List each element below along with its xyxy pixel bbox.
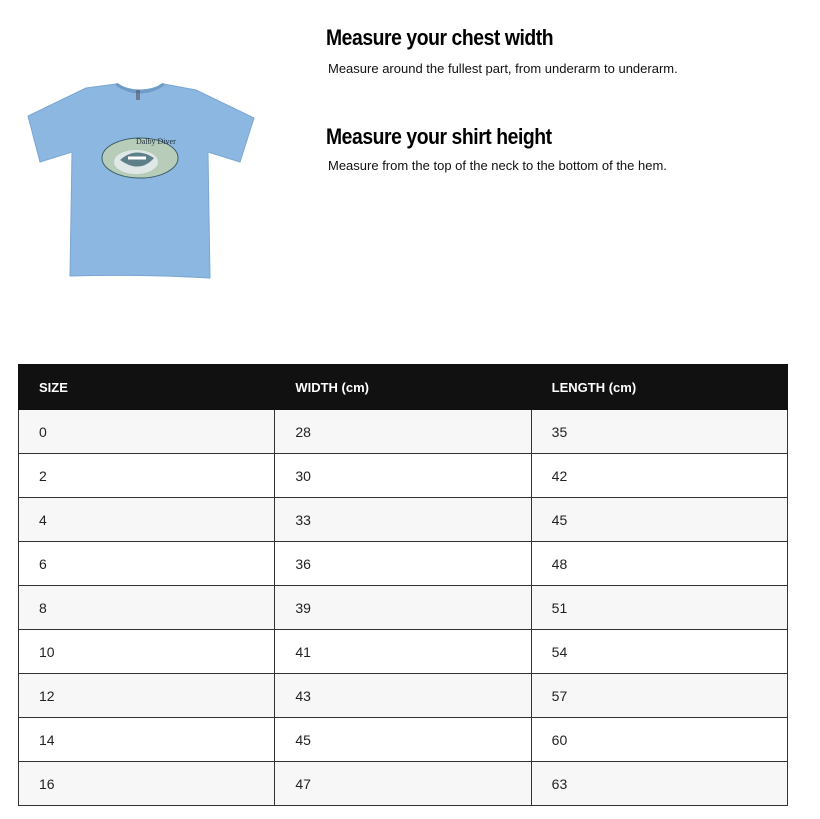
header-length: LENGTH (cm) bbox=[531, 365, 787, 410]
header-width: WIDTH (cm) bbox=[275, 365, 531, 410]
chest-width-guide bbox=[326, 25, 806, 76]
cell-width: 28 bbox=[275, 410, 531, 454]
cell-width: 33 bbox=[275, 498, 531, 542]
cell-length: 48 bbox=[531, 542, 787, 586]
cell-size: 10 bbox=[19, 630, 275, 674]
cell-width: 36 bbox=[275, 542, 531, 586]
cell-length: 60 bbox=[531, 718, 787, 762]
table-row bbox=[19, 674, 788, 718]
shirt-height-title: Measure your shirt height bbox=[326, 124, 552, 149]
table-row bbox=[19, 454, 788, 498]
table-row bbox=[19, 410, 788, 454]
shirt-print-text: Dalby Diver bbox=[136, 137, 176, 146]
shirt-height-text: Measure from the top of the neck to the bottom of the hem. bbox=[328, 158, 667, 173]
cell-width: 41 bbox=[275, 630, 531, 674]
cell-width: 30 bbox=[275, 454, 531, 498]
table-row bbox=[19, 630, 788, 674]
table-header-row bbox=[19, 365, 788, 410]
cell-size: 14 bbox=[19, 718, 275, 762]
cell-size: 2 bbox=[19, 454, 275, 498]
table-row bbox=[19, 762, 788, 806]
cell-width: 39 bbox=[275, 586, 531, 630]
shirt-height-guide bbox=[326, 124, 806, 173]
chest-width-text: Measure around the fullest part, from underarm to underarm. bbox=[328, 61, 678, 76]
table-row bbox=[19, 586, 788, 630]
cell-length: 35 bbox=[531, 410, 787, 454]
cell-length: 63 bbox=[531, 762, 787, 806]
product-image bbox=[24, 82, 256, 282]
header-size: SIZE bbox=[19, 365, 275, 410]
cell-size: 0 bbox=[19, 410, 275, 454]
cell-width: 45 bbox=[275, 718, 531, 762]
cell-width: 47 bbox=[275, 762, 531, 806]
cell-size: 12 bbox=[19, 674, 275, 718]
chest-width-title: Measure your chest width bbox=[326, 25, 554, 50]
table-row bbox=[19, 542, 788, 586]
cell-size: 4 bbox=[19, 498, 275, 542]
cell-size: 6 bbox=[19, 542, 275, 586]
cell-size: 8 bbox=[19, 586, 275, 630]
table-row bbox=[19, 498, 788, 542]
table-row bbox=[19, 718, 788, 762]
size-chart-table bbox=[18, 364, 788, 806]
cell-size: 16 bbox=[19, 762, 275, 806]
cell-length: 54 bbox=[531, 630, 787, 674]
cell-length: 51 bbox=[531, 586, 787, 630]
cell-length: 45 bbox=[531, 498, 787, 542]
cell-width: 43 bbox=[275, 674, 531, 718]
cell-length: 57 bbox=[531, 674, 787, 718]
tshirt-icon bbox=[24, 82, 256, 282]
cell-length: 42 bbox=[531, 454, 787, 498]
